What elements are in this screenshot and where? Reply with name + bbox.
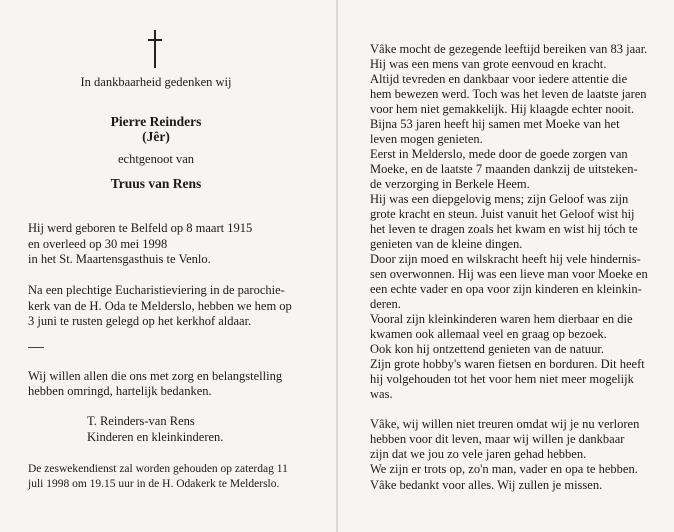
text-line: juli 1998 om 19.15 uur in de H. Odakerk te Melderslo.: [28, 478, 280, 490]
text-line: Wij willen allen die ons met zorg en belangstelling: [28, 369, 283, 383]
text-line: een echte vader en opa voor zijn kinderen en kleinkin-: [370, 282, 642, 296]
deceased-name: Pierre Reinders: [110, 114, 202, 129]
text-line: in het St. Maartensgasthuis te Venlo.: [28, 252, 211, 266]
text-line: was.: [370, 387, 393, 401]
text-line: Hij was een diepgelovig mens; zijn Geloof was zijn: [370, 192, 629, 206]
text-line: Zijn grote hobby's waren fietsen en borduren. Dit heeft: [370, 357, 645, 371]
separator-dash: [28, 347, 44, 348]
text-line: Vooral zijn kleinkinderen waren hem dierbaar en die: [370, 312, 633, 326]
signatory-line: T. Reinders-van Rens: [87, 414, 195, 428]
text-line: hebben voor dit leven, maar wij willen je dankbaar: [370, 432, 625, 446]
intro-text: In dankbaarheid gedenken wij: [80, 75, 232, 89]
text-line: Ook kon hij ontzettend genieten van de natuur.: [370, 342, 604, 356]
text-line: Vâke, wij willen niet treuren omdat wij je nu verloren: [370, 417, 640, 431]
text-line: Door zijn moed en wilskracht heeft hij vele hindernis-: [370, 252, 641, 266]
farewell-text: Vâke bedankt voor alles. Wij zullen je missen.: [370, 478, 603, 492]
text-line: hebben omringd, hartelijk bedanken.: [28, 384, 212, 398]
text-line: genieten van de kleine dingen.: [370, 237, 523, 251]
text-line: Hij werd geboren te Belfeld op 8 maart 1915: [28, 221, 253, 235]
signatory-line: Kinderen en kleinkinderen.: [87, 430, 224, 444]
text-line: leven mogen genieten.: [370, 132, 483, 146]
text-line: Moeke, en de laatste 7 maanden dankzij de uitsteken-: [370, 162, 638, 176]
deceased-nickname: (Jêr): [142, 129, 170, 144]
text-line: grote kracht en steun. Juist vanuit het Geloof wist hij: [370, 207, 635, 221]
text-line: zijn dat we jou zo vele jaren gehad hebben.: [370, 447, 587, 461]
text-line: en overleed op 30 mei 1998: [28, 237, 168, 251]
text-line: We zijn er trots op, zo'n man, vader en opa te hebben.: [370, 462, 638, 476]
text-line: 3 juni te rusten gelegd op het kerkhof aldaar.: [28, 314, 252, 328]
text-line: deren.: [370, 297, 401, 311]
right-panel: [338, 0, 674, 532]
text-line: sen overwonnen. Hij was een lieve man voor Moeke en: [370, 267, 648, 281]
spouse-label: echtgenoot van: [117, 152, 194, 166]
text-line: Hij was een mens van grote eenvoud en kracht.: [370, 57, 607, 71]
text-line: kwamen ook allemaal veel en graag op bezoek.: [370, 327, 607, 341]
text-line: het leven te dragen zoals het kwam en wist hij tóch te: [370, 222, 638, 236]
text-line: kerk van de H. Oda te Melderslo, hebben we hem op: [28, 299, 292, 313]
text-line: Eerst in Melderslo, mede door de goede zorgen van: [370, 147, 628, 161]
text-line: de verzorging in Berkele Heem.: [370, 177, 530, 191]
text-line: hem bewezen werd. Toch was het leven de laatste jaren: [370, 87, 647, 101]
text-line: Vâke mocht de gezegende leeftijd bereiken van 83 jaar.: [370, 42, 648, 56]
cross-icon: [147, 30, 163, 68]
left-panel: [0, 0, 336, 532]
text-line: De zeswekendienst zal worden gehouden op zaterdag 11: [28, 463, 288, 475]
text-line: hij volgehouden tot het voor hem niet meer mogelijk: [370, 372, 634, 386]
text-line: Altijd tevreden en dankbaar voor iedere attentie die: [370, 72, 628, 86]
text-line: voor hem niet gemakkelijk. Hij klaagde echter nooit.: [370, 102, 635, 116]
text-line: Na een plechtige Eucharistieviering in de parochie-: [28, 283, 285, 297]
spouse-name: Truus van Rens: [110, 176, 202, 191]
text-line: Bijna 53 jaren heeft hij samen met Moeke van het: [370, 117, 620, 131]
